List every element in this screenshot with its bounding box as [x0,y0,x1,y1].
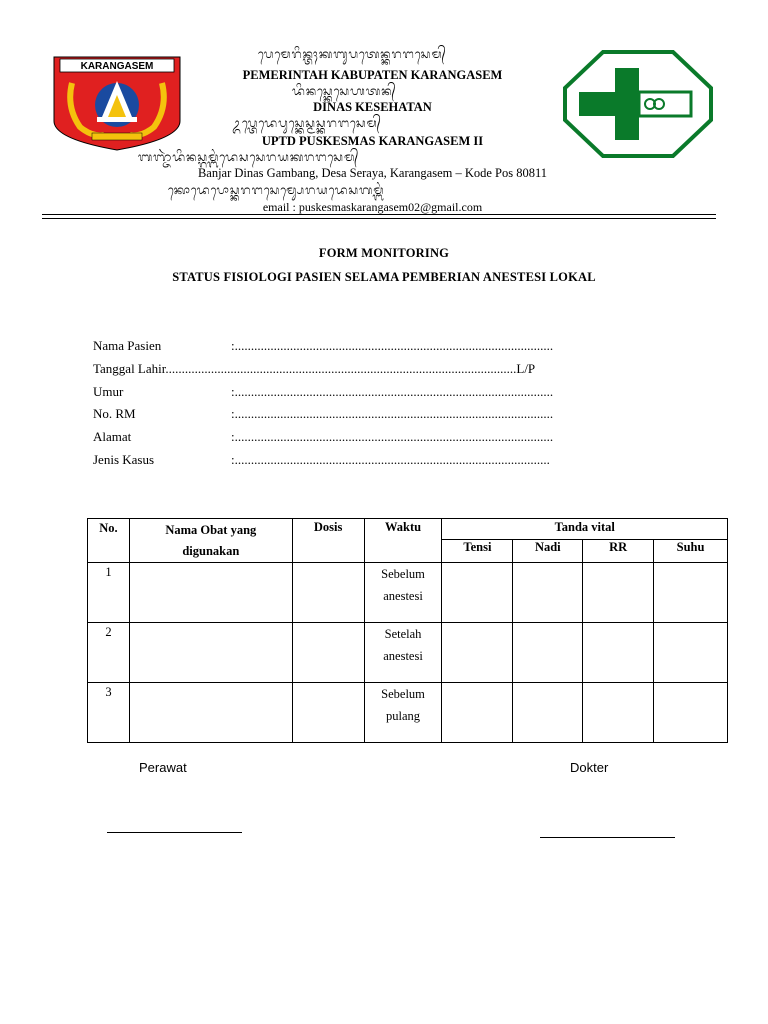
header-waktu: Waktu [364,519,442,563]
header-email: email : puskesmaskarangasem02@gmail.com [262,200,483,214]
waktu-line: Sebelum [381,687,425,701]
cell-suhu[interactable] [654,563,728,623]
field-label: Umur [93,384,124,399]
field-blank: :.................................................................................................. [231,384,554,399]
field-alamat[interactable] [93,429,553,445]
header-nadi: Nadi [513,539,583,562]
cell-waktu [364,563,442,623]
cell-rr[interactable] [583,563,654,623]
field-blank: :.................................................................................................. [231,338,554,353]
balinese-line-5: ᬓᭀᬤᬾᬧᭀᬲ᭄ᬓᬭᬗᬲᬾᬫ᭄ᬲᬾᬭᬬᬤᬾᬲᬕᬫ᭄ᬩᬂ [168,183,385,197]
karangasem-logo [52,55,182,151]
cell-dosis[interactable] [292,563,364,623]
signature-line-perawat[interactable] [107,832,242,833]
cell-rr[interactable] [583,683,654,743]
field-blank: ............................................................................................................L/P [165,361,536,376]
cell-tensi[interactable] [442,563,513,623]
cell-suhu[interactable] [654,623,728,683]
field-label: Nama Pasien [93,338,162,353]
row-number: 1 [88,563,130,623]
signature-label-dokter: Dokter [570,760,609,775]
cell-suhu[interactable] [654,683,728,743]
field-label: Jenis Kasus [93,452,155,467]
cell-nama-obat[interactable] [129,683,292,743]
field-no-rm[interactable] [93,406,553,422]
header-government: PEMERINTAH KABUPATEN KARANGASEM [242,68,503,82]
row-number: 2 [88,623,130,683]
header-puskesmas: UPTD PUSKESMAS KARANGASEM II [261,134,484,148]
waktu-line: pulang [386,709,421,723]
field-umur[interactable] [93,384,553,400]
waktu-line: Sebelum [381,567,425,581]
cell-dosis[interactable] [292,623,364,683]
field-nama-pasien[interactable] [93,338,553,354]
table-row [88,623,728,683]
form-title: FORM MONITORING [318,246,450,260]
field-blank: :................................................................................................. [231,452,550,467]
header-no: No. [88,519,130,563]
waktu-line: Setelah [384,627,422,641]
cell-rr[interactable] [583,623,654,683]
cell-tensi[interactable] [442,683,513,743]
field-label: No. RM [93,406,136,421]
field-tanggal-lahir[interactable] [93,361,535,377]
cell-nama-obat[interactable] [129,563,292,623]
header-agency: DINAS KESEHATAN [313,100,432,114]
form-subtitle: STATUS FISIOLOGI PASIEN SELAMA PEMBERIAN ANESTESI LOKAL [172,270,596,284]
header-dosis: Dosis [292,519,364,563]
waktu-line: anestesi [383,589,423,603]
cell-dosis[interactable] [292,683,364,743]
row-number: 3 [88,683,130,743]
monitoring-table [87,518,728,743]
puskesmas-logo [563,50,713,158]
cell-nama-obat[interactable] [129,623,292,683]
cell-waktu [364,623,442,683]
logo-text: KARANGASEM [80,61,154,72]
cell-tensi[interactable] [442,623,513,683]
header-suhu: Suhu [654,539,728,562]
field-blank: :.................................................................................................. [231,429,554,444]
balinese-line-3: ᬉᬧ᭄ᬢᬾᬤᬾᬧᬸᬲ᭄ᬓᬾᬲ᭄ᬫᬲ᭄ᬓᬭᬗᬲᬾᬫ᭄ [232,116,382,130]
header-rule-thin [42,218,716,219]
signature-label-perawat: Perawat [139,760,187,775]
header-address: Banjar Dinas Gambang, Desa Seraya, Karangasem – Kode Pos 80811 [197,166,548,180]
field-label: Tanggal Lahir [93,361,166,376]
header-tensi: Tensi [442,539,513,562]
cell-nadi[interactable] [513,683,583,743]
balinese-line-2: ᬤᬶᬦᬲ᭄ᬓᬾᬲᬾᬳᬢᬦ᭄ [292,84,397,98]
cell-nadi[interactable] [513,623,583,683]
field-jenis-kasus[interactable] [93,452,550,468]
balinese-line-4: ᬩᬜ᭄ᬚᬃᬤᬶᬦᬲ᭄ᬕᬫ᭄ᬩᬂᬤᬾᬲᬲᬾᬭᬬᬓᬭᬗᬲᬾᬫ᭄ [138,150,360,164]
header-tanda-vital: Tanda vital [442,519,728,540]
table-row [88,563,728,623]
waktu-line: anestesi [383,649,423,663]
field-label: Alamat [93,429,132,444]
cell-nadi[interactable] [513,563,583,623]
header-nama-obat: Nama Obat yang digunakan [129,519,292,563]
cell-waktu [364,683,442,743]
header-rule [42,214,716,215]
balinese-line-1: ᬧᬾᬫᬾᬭᬶᬦ᭄ᬢᬄᬓᬩᬸᬧᬢᬾᬦ᭄ᬓᬭᬗᬲᬾᬫ᭄ [258,47,447,61]
header-rr: RR [583,539,654,562]
field-blank: :.................................................................................................. [231,406,554,421]
table-row [88,683,728,743]
signature-line-dokter[interactable] [540,837,675,838]
